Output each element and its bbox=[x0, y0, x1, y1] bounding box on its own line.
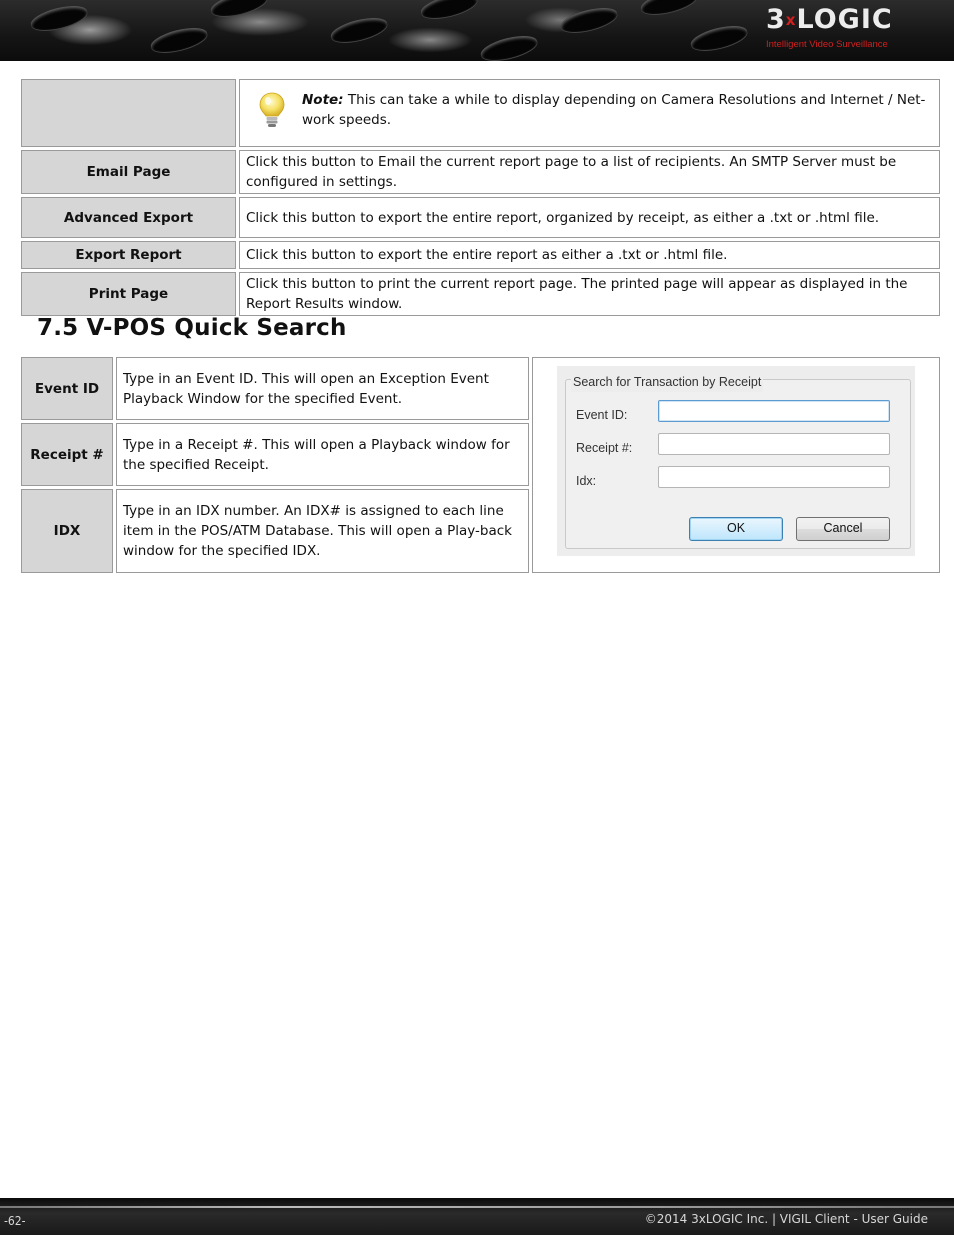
note-body: This can take a while to display depending on Camera Resolutions and Internet / Net-work speeds. bbox=[302, 92, 926, 128]
report-buttons-table bbox=[18, 76, 943, 319]
table-row bbox=[21, 272, 940, 316]
dialog-screenshot-cell bbox=[532, 357, 940, 573]
logo-tagline: Intelligent Video Surveillance bbox=[766, 39, 888, 50]
logo-suffix: LOGIC bbox=[796, 4, 893, 35]
row-label: Email Page bbox=[21, 150, 236, 194]
header-banner bbox=[0, 0, 954, 61]
row-description: Click this button to Email the current report page to a list of recipients. An SMTP Server must be configured in settings. bbox=[239, 150, 940, 194]
event-id-input[interactable] bbox=[658, 400, 890, 422]
row-label: Print Page bbox=[21, 272, 236, 316]
row-label: IDX bbox=[21, 489, 113, 573]
receipt-label: Receipt #: bbox=[576, 441, 633, 455]
ok-button[interactable]: OK bbox=[689, 517, 783, 541]
table-row bbox=[21, 197, 940, 238]
row-label: Receipt # bbox=[21, 423, 113, 486]
footer-rule bbox=[0, 1206, 954, 1208]
logo-x: x bbox=[785, 11, 797, 29]
logo-wordmark bbox=[766, 4, 893, 35]
table-row bbox=[21, 150, 940, 194]
row-description: Type in a Receipt #. This will open a Playback window for the specified Receipt. bbox=[116, 423, 529, 486]
empty-header-cell bbox=[21, 79, 236, 147]
row-label: Export Report bbox=[21, 241, 236, 269]
note-label: Note: bbox=[302, 92, 344, 108]
row-label: Event ID bbox=[21, 357, 113, 420]
row-description: Click this button to export the entire report as either a .txt or .html file. bbox=[239, 241, 940, 269]
page-number: -62- bbox=[4, 1214, 26, 1228]
group-title: Search for Transaction by Receipt bbox=[571, 372, 763, 392]
receipt-input[interactable] bbox=[658, 433, 890, 455]
company-logo bbox=[766, 4, 926, 54]
row-description: Type in an IDX number. An IDX# is assigned to each line item in the POS/ATM Database. This will open a Play-back window for the specified IDX. bbox=[116, 489, 529, 573]
quick-search-table bbox=[18, 354, 943, 576]
table-row bbox=[21, 241, 940, 269]
row-label: Advanced Export bbox=[21, 197, 236, 238]
idx-input[interactable] bbox=[658, 466, 890, 488]
table-row bbox=[21, 357, 940, 420]
row-description: Click this button to export the entire report, organized by receipt, as either a .txt or .html file. bbox=[239, 197, 940, 238]
lightbulb-icon bbox=[256, 90, 302, 136]
footer-copyright: ©2014 3xLOGIC Inc. | VIGIL Client - User Guide bbox=[644, 1212, 928, 1226]
idx-label: Idx: bbox=[576, 474, 597, 488]
section-title: 7.5 V-POS Quick Search bbox=[37, 315, 347, 341]
logo-prefix: 3 bbox=[766, 4, 786, 35]
search-transaction-dialog bbox=[557, 366, 915, 556]
cancel-button[interactable]: Cancel bbox=[796, 517, 890, 541]
row-description: Click this button to print the current report page. The printed page will appear as displayed in the Report Results window. bbox=[239, 272, 940, 316]
note-text bbox=[302, 90, 935, 130]
note-cell bbox=[239, 79, 940, 147]
event-id-label: Event ID: bbox=[576, 408, 628, 422]
page-footer bbox=[0, 1198, 954, 1235]
table-row bbox=[21, 79, 940, 147]
row-description: Type in an Event ID. This will open an Exception Event Playback Window for the specified Event. bbox=[116, 357, 529, 420]
